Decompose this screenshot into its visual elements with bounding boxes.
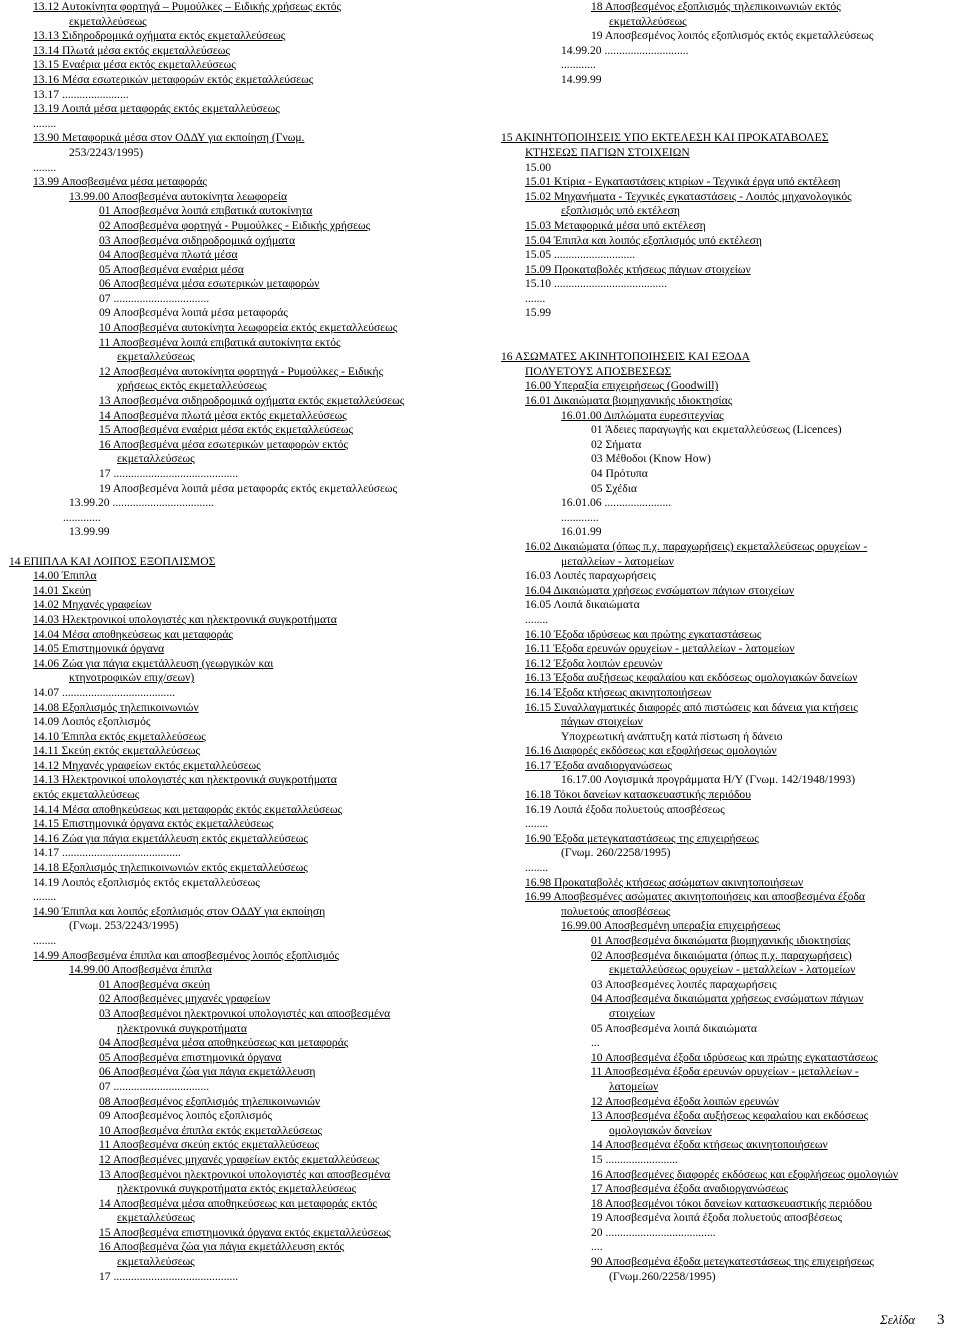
account-line: 16.14 Έξοδα κτήσεως ακινητοποιήσεων bbox=[525, 685, 712, 699]
account-line: ........ bbox=[525, 861, 549, 875]
account-line: 03 Αποσβεσμένοι ηλεκτρονικοί υπολογιστές και αποσβεσμένα bbox=[99, 1006, 391, 1020]
account-line: στοιχείων bbox=[609, 1006, 655, 1020]
account-line: 16.10 Έξοδα ιδρύσεως και πρώτης εγκαταστάσεως bbox=[525, 627, 762, 641]
account-line: 12 Αποσβεσμένες μηχανές γραφείων εκτός εκμεταλλεύσεως bbox=[99, 1152, 380, 1166]
account-line: 04 Αποσβεσμένα δικαιώματα χρήσεως ενσώματων πάγιων bbox=[591, 992, 864, 1006]
account-line: εκμεταλλεύσεως bbox=[117, 350, 195, 364]
account-line: 14 Αποσβεσμένα έξοδα κτήσεως ακινητοποιήσεων bbox=[591, 1138, 828, 1152]
account-line: 16 Αποσβεσμένα μέσα εσωτερικών μεταφορών εκτός bbox=[99, 437, 349, 451]
left-column bbox=[9, 0, 453, 1284]
account-line: 14 Αποσβεσμένα μέσα αποθηκεύσεως και μεταφοράς εκτός bbox=[99, 1196, 378, 1210]
account-line: εκτός εκμεταλλεύσεως bbox=[33, 788, 140, 802]
account-line: 15.03 Μεταφορικά μέσα υπό εκτέλεση bbox=[525, 218, 706, 232]
account-line: 13 Αποσβεσμένα έξοδα αυξήσεως κεφαλαίου και εκδόσεως bbox=[591, 1109, 869, 1123]
account-line: 15 Αποσβεσμένα επιστημονικά όργανα εκτός εκμεταλλεύσεως bbox=[99, 1225, 391, 1239]
account-line: 12 Αποσβεσμένα αυτοκίνητα φορτηγά - Ρυμούλκες - Ειδικής bbox=[99, 364, 384, 378]
account-line: 16.15 Συναλλαγματικές διαφορές από πιστώσεις και δάνεια για κτήσεις bbox=[525, 700, 858, 714]
account-line: 16.13 Έξοδα αυξήσεως κεφαλαίου και εκδόσεως ομολογιακών δανείων bbox=[525, 671, 858, 685]
account-line: ........ bbox=[33, 160, 57, 174]
account-line: 16 Αποσβεσμένα ζώα για πάγια εκμετάλλευση εκτός bbox=[99, 1240, 345, 1254]
account-line: 14.04 Μέσα αποθηκεύσεως και μεταφοράς bbox=[33, 627, 234, 641]
account-line: 16 Αποσβεσμένες διαφορές εκδόσεως και εξοφλήσεως ομολογιών bbox=[591, 1167, 899, 1181]
account-line: ... bbox=[591, 1036, 600, 1050]
account-line: 15.02 Μηχανήματα - Τεχνικές εγκαταστάσεις - Λοιπός μηχανολογικός bbox=[525, 189, 852, 203]
account-line bbox=[525, 336, 945, 351]
account-line: 14.12 Μηχανές γραφείων εκτός εκμεταλλεύσεως bbox=[33, 758, 261, 772]
account-line: 16.04 Δικαιώματα χρήσεως ενσώματων πάγιων στοιχείων bbox=[525, 583, 795, 597]
account-line: 01 Άδειες παραγωγής και εκμεταλλεύσεως (Licences) bbox=[591, 423, 842, 437]
account-line: 14.90 Έπιπλα και λοιπός εξοπλισμός στον ΟΔΔΥ για εκποίηση bbox=[33, 904, 326, 918]
account-line: 13.99.20 ................................... bbox=[69, 496, 214, 510]
page-label: Σελίδα bbox=[880, 1312, 915, 1327]
account-line: 01 Αποσβεσμένα λοιπά επιβατικά αυτοκίνητα bbox=[99, 204, 313, 218]
account-line: πάγιων στοιχείων bbox=[561, 715, 643, 729]
account-line: 06 Αποσβεσμένα ζώα για πάγια εκμετάλλευση bbox=[99, 1065, 316, 1079]
account-line: 14.02 Μηχανές γραφείων bbox=[33, 598, 152, 612]
account-line: εκμεταλλεύσεως bbox=[117, 452, 195, 466]
account-line: ............ bbox=[561, 58, 596, 72]
account-line: κτηνοτροφικών επιχ/σεων) bbox=[69, 671, 195, 685]
account-line: 19 Αποσβεσμένα λοιπά έξοδα πολυετούς αποσβέσεως bbox=[591, 1211, 843, 1225]
account-line: 14.09 Λοιπός εξοπλισμός bbox=[33, 715, 151, 729]
account-line: εκμεταλλεύσεως bbox=[117, 1211, 195, 1225]
account-line: ............. bbox=[561, 510, 599, 524]
account-line: 14.01 Σκεύη bbox=[33, 583, 92, 597]
account-line: 03 Αποσβεσμένες λοιπές παραχωρήσεις bbox=[591, 977, 777, 991]
account-line: 16.01.06 ....................... bbox=[561, 496, 672, 510]
account-line: 18 Αποσβεσμένοι τόκοι δανείων κατασκευαστικής περιόδου bbox=[591, 1196, 872, 1210]
account-line: ΠΟΛΥΕΤΟΥΣ ΑΠΟΣΒΕΣΕΩΣ bbox=[525, 364, 672, 378]
account-line: ομολογιακών δανείων bbox=[609, 1123, 712, 1137]
account-line: 16.98 Προκαταβολές κτήσεως ασώματων ακινητοποιήσεων bbox=[525, 875, 804, 889]
account-line: 14.15 Επιστημονικά όργανα εκτός εκμεταλλεύσεως bbox=[33, 817, 274, 831]
account-line: 17 ........................................... bbox=[99, 467, 239, 480]
account-line: ........ bbox=[525, 817, 549, 831]
account-line: 16.16 Διαφορές εκδόσεως και εξοφλήσεως ομολογιών bbox=[525, 744, 777, 758]
page-number: 3 bbox=[936, 1312, 945, 1328]
account-line: 13 Αποσβεσμένα σιδηροδρομικά οχήματα εκτός εκμεταλλεύσεως bbox=[99, 394, 405, 408]
account-line bbox=[525, 102, 945, 117]
account-line: ........ bbox=[525, 612, 549, 626]
account-line: 14.11 Σκεύη εκτός εκμεταλλεύσεως bbox=[33, 744, 201, 758]
account-line: 14.05 Επιστημονικά όργανα bbox=[33, 642, 165, 656]
account-line: 253/2243/1995) bbox=[69, 145, 144, 159]
account-line: 16.11 Έξοδα ερευνών ορυχείων - μεταλλείων - λατομείων bbox=[525, 642, 795, 656]
account-line: 01 Αποσβεσμένα σκεύη bbox=[99, 977, 211, 991]
account-line: 15.99 bbox=[525, 306, 552, 320]
account-line: 14 Αποσβεσμένα πλωτά μέσα εκτός εκμεταλλεύσεως bbox=[99, 408, 347, 422]
account-line: 13.19 Λοιπά μέσα μεταφοράς εκτός εκμεταλλεύσεως bbox=[33, 102, 280, 116]
account-line: 16.05 Λοιπά δικαιώματα bbox=[525, 598, 640, 612]
account-line: 17 Αποσβεσμένα έξοδα αναδιοργανώσεως bbox=[591, 1182, 789, 1196]
account-line: 15 ΑΚΙΝΗΤΟΠΟΙΗΣΕΙΣ ΥΠΟ ΕΚΤΕΛΕΣΗ ΚΑΙ ΠΡΟΚΑΤΑΒΟΛΕΣ bbox=[501, 131, 829, 145]
account-line: 14.18 Εξοπλισμός τηλεπικοινωνιών εκτός εκμεταλλεύσεως bbox=[33, 861, 308, 875]
account-line: εξοπλισμός υπό εκτέλεση bbox=[561, 204, 680, 218]
account-line: 14.19 Λοιπός εξοπλισμός εκτός εκμεταλλεύσεως bbox=[33, 875, 260, 889]
account-line: 02 Σήματα bbox=[591, 437, 642, 451]
account-line: 13.16 Μέσα εσωτερικών μεταφορών εκτός εκμεταλλεύσεως bbox=[33, 72, 314, 86]
account-line: 02 Αποσβεσμένα δικαιώματα (όπως π.χ. παραχωρήσεις) bbox=[591, 948, 852, 962]
account-line: 05 Σχέδια bbox=[591, 481, 637, 495]
account-line: ........ bbox=[33, 934, 57, 947]
account-line: .... bbox=[591, 1240, 603, 1254]
account-line: 14.99.99 bbox=[561, 72, 602, 86]
account-line: εκμεταλλεύσεως bbox=[69, 14, 147, 28]
account-line: 02 Αποσβεσμένα φορτηγά - Ρυμούλκες - Ειδικής χρήσεως bbox=[99, 218, 371, 232]
account-line: 15.04 Έπιπλα και λοιπός εξοπλισμός υπό εκτέλεση bbox=[525, 233, 762, 247]
account-line: 05 Αποσβεσμένα λοιπά δικαιώματα bbox=[591, 1021, 757, 1035]
account-line: 09 Αποσβεσμένος λοιπός εξοπλισμός bbox=[99, 1109, 273, 1123]
account-line: 14.10 Έπιπλα εκτός εκμεταλλεύσεως bbox=[33, 729, 206, 743]
account-line: 13 Αποσβεσμένοι ηλεκτρονικοί υπολογιστές και αποσβεσμένα bbox=[99, 1167, 391, 1181]
account-line: 02 Αποσβεσμένες μηχανές γραφείων bbox=[99, 992, 271, 1006]
account-line: 08 Αποσβεσμένος εξοπλισμός τηλεπικοινωνιών bbox=[99, 1094, 321, 1108]
account-line: ............. bbox=[63, 510, 101, 524]
account-line: ........ bbox=[33, 116, 57, 130]
account-line: εκμεταλλεύσεως bbox=[117, 1255, 195, 1269]
account-line: 13.12 Αυτοκίνητα φορτηγά – Ρυμούλκες – Ειδικής χρήσεως εκτός bbox=[33, 0, 342, 13]
account-line bbox=[525, 321, 945, 336]
account-line: 11 Αποσβεσμένα έξοδα ερευνών ορυχείων - μεταλλείων - bbox=[591, 1065, 859, 1079]
account-line: 10 Αποσβεσμένα έξοδα ιδρύσεως και πρώτης εγκαταστάσεως bbox=[591, 1050, 878, 1064]
account-line: 16.19 Λοιπά έξοδα πολυετούς αποσβέσεως bbox=[525, 802, 725, 816]
account-line: 20 ...................................... bbox=[591, 1225, 716, 1239]
account-line bbox=[525, 117, 945, 132]
account-line: 04 Αποσβεσμένα μέσα αποθηκεύσεως και μεταφοράς bbox=[99, 1036, 349, 1050]
account-line: 16.17.00 Λογισμικά προγράμματα Η/Υ (Γνωμ. 142/1948/1993) bbox=[561, 773, 856, 787]
account-line: 19 Αποσβεσμένος λοιπός εξοπλισμός εκτός εκμεταλλεύσεως bbox=[591, 29, 874, 43]
account-line: 14.07 ....................................... bbox=[33, 685, 176, 699]
account-line: 14.00 Έπιπλα bbox=[33, 569, 97, 583]
account-line: 15 ......................... bbox=[591, 1152, 678, 1166]
account-line: 18 Αποσβεσμένος εξοπλισμός τηλεπικοινωνιών εκτός bbox=[591, 0, 841, 13]
account-line: 10 Αποσβεσμένα έπιπλα εκτός εκμεταλλεύσεως bbox=[99, 1123, 323, 1137]
account-line: 16.12 Έξοδα λοιπών ερευνών bbox=[525, 656, 663, 670]
account-line: 14.03 Ηλεκτρονικοί υπολογιστές και ηλεκτρονικά συγκροτήματα bbox=[33, 612, 337, 626]
account-line: 16.00 Υπεραξία επιχειρήσεως (Goodwill) bbox=[525, 379, 719, 393]
account-line: 16.18 Τόκοι δανείων κατασκευαστικής περιόδου bbox=[525, 788, 751, 802]
account-line: 16.01.00 Διπλώματα ευρεσιτεχνίας bbox=[561, 408, 724, 422]
account-line: 16.01 Δικαιώματα βιομηχανικής ιδιοκτησίας bbox=[525, 394, 733, 408]
account-line: 16.99 Αποσβεσμένες ασώματες ακινητοποιήσεις και αποσβεσμένα έξοδα bbox=[525, 890, 865, 904]
account-line: 16.01.99 bbox=[561, 525, 602, 539]
account-line: (Γνωμ. 260/2258/1995) bbox=[561, 846, 671, 860]
account-line: χρήσεως εκτός εκμεταλλεύσεως bbox=[117, 379, 267, 393]
account-line: 16.90 Έξοδα μετεγκαταστάσεως της επιχειρήσεως bbox=[525, 831, 759, 845]
account-line: μεταλλείων - λατομείων bbox=[561, 554, 674, 568]
account-line: 15.09 Προκαταβολές κτήσεως πάγιων στοιχείων bbox=[525, 262, 751, 276]
account-line: 13.99.99 bbox=[69, 525, 110, 539]
account-line: 15 Αποσβεσμένα εναέρια μέσα εκτός εκμεταλλεύσεως bbox=[99, 423, 354, 437]
account-line: 16 ΑΣΩΜΑΤΕΣ ΑΚΙΝΗΤΟΠΟΙΗΣΕΙΣ ΚΑΙ ΕΞΟΔΑ bbox=[501, 350, 751, 364]
account-line: 13.14 Πλωτά μέσα εκτός εκμεταλλεύσεως bbox=[33, 43, 230, 57]
account-line: ........ bbox=[33, 890, 57, 904]
account-line: 16.17 Έξοδα αναδιοργανώσεως bbox=[525, 758, 672, 772]
account-line: (Γνωμ. 253/2243/1995) bbox=[69, 919, 179, 933]
account-line: 11 Αποσβεσμένα λοιπά επιβατικά αυτοκίνητα εκτός bbox=[99, 335, 341, 349]
account-line: 19 Αποσβεσμένα λοιπά μέσα μεταφοράς εκτός εκμεταλλεύσεως bbox=[99, 481, 398, 495]
account-line: 16.03 Λοιπές παραχωρήσεις bbox=[525, 569, 656, 583]
account-line: 09 Αποσβεσμένα λοιπά μέσα μεταφοράς bbox=[99, 306, 288, 320]
account-line bbox=[525, 88, 945, 103]
account-line: 14.08 Εξοπλισμός τηλεπικοινωνιών bbox=[33, 700, 199, 714]
account-line: 14.99.20 ............................. bbox=[561, 43, 689, 57]
account-line: 15.00 bbox=[525, 160, 552, 174]
right-column bbox=[501, 0, 945, 1284]
account-line: 14.99 Αποσβεσμένα έπιπλα και αποσβεσμένος λοιπός εξοπλισμός bbox=[33, 948, 340, 962]
account-line: 05 Αποσβεσμένα επιστημονικά όργανα bbox=[99, 1050, 282, 1064]
account-line: εκμεταλλεύσεως bbox=[609, 14, 687, 28]
page-footer bbox=[880, 1312, 950, 1332]
account-line: 12 Αποσβεσμένα έξοδα λοιπών ερευνών bbox=[591, 1094, 779, 1108]
account-line: 13.90 Μεταφορικά μέσα στον ΟΔΔΥ για εκποίηση (Γνωμ. bbox=[33, 131, 305, 145]
account-line: 14.06 Ζώα για πάγια εκμετάλλευση (γεωργικών και bbox=[33, 656, 274, 670]
account-line: 15.01 Κτίρια - Εγκαταστάσεις κτιρίων - Τεχνικά έργα υπό εκτέλεση bbox=[525, 175, 841, 189]
account-line: 06 Αποσβεσμένα μέσα εσωτερικών μεταφορών bbox=[99, 277, 320, 291]
account-line: 16.99.00 Αποσβεσμένη υπεραξία επιχειρήσεως bbox=[561, 919, 781, 933]
account-line: 13.17 ....................... bbox=[33, 87, 129, 101]
account-line: 14 ΕΠΙΠΛΑ ΚΑΙ ΛΟΙΠΟΣ ΕΞΟΠΛΙΣΜΟΣ bbox=[9, 554, 216, 568]
account-line: 03 Αποσβεσμένα σιδηροδρομικά οχήματα bbox=[99, 233, 296, 247]
account-line: 13.13 Σιδηροδρομικά οχήματα εκτός εκμεταλλεύσεως bbox=[33, 29, 286, 43]
account-line: 15.10 ....................................... bbox=[525, 277, 668, 291]
account-line: λατομείων bbox=[609, 1079, 659, 1093]
account-line: 90 Αποσβεσμένα έξοδα μετεγκατεστάσεως της επιχειρήσεως bbox=[591, 1255, 874, 1269]
account-line: 13.99.00 Αποσβεσμένα αυτοκίνητα λεωφορεία bbox=[69, 189, 288, 203]
account-line: 13.15 Εναέρια μέσα εκτός εκμεταλλεύσεως bbox=[33, 58, 236, 72]
account-line: εκμεταλλεύσεως ορυχείων - μεταλλείων - λατομείων bbox=[609, 963, 856, 977]
account-line: 07 ................................. bbox=[99, 1079, 210, 1093]
account-line: 16.02 Δικαιώματα (όπως π.χ. παραχωρήσεις) εκμεταλλεύσεως ορυχείων - bbox=[525, 539, 868, 553]
account-line: ηλεκτρονικά συγκροτήματα bbox=[117, 1021, 247, 1035]
account-line: ηλεκτρονικά συγκροτήματα εκτός εκμεταλλεύσεως bbox=[117, 1182, 357, 1196]
account-line: 11 Αποσβεσμένα σκεύη εκτός εκμεταλλεύσεως bbox=[99, 1138, 320, 1152]
account-line: 17 ........................................... bbox=[99, 1269, 239, 1283]
account-line: 04 Πρότυπα bbox=[591, 467, 648, 480]
account-line: (Γνωμ.260/2258/1995) bbox=[609, 1269, 716, 1283]
account-line: 03 Μέθοδοι (Know How) bbox=[591, 452, 711, 466]
account-line: πολυετούς αποσβέσεως bbox=[561, 904, 671, 918]
account-line: 07 ................................. bbox=[99, 291, 210, 305]
account-line: 14.17 ......................................... bbox=[33, 846, 181, 860]
account-line: ....... bbox=[525, 291, 546, 305]
account-line: 05 Αποσβεσμένα εναέρια μέσα bbox=[99, 262, 244, 276]
account-line: 14.16 Ζώα για πάγια εκμετάλλευση εκτός εκμεταλλεύσεως bbox=[33, 831, 308, 845]
account-line: 15.05 ............................ bbox=[525, 248, 636, 262]
account-line: 04 Αποσβεσμένα πλωτά μέσα bbox=[99, 248, 238, 262]
account-line: 10 Αποσβεσμένα αυτοκίνητα λεωφορεία εκτός εκμεταλλεύσεως bbox=[99, 321, 398, 335]
account-line bbox=[33, 540, 453, 555]
account-line: ΚΤΗΣΕΩΣ ΠΑΓΙΩΝ ΣΤΟΙΧΕΙΩΝ bbox=[525, 145, 690, 159]
account-line: 14.13 Ηλεκτρονικοί υπολογιστές και ηλεκτρονικά συγκροτήματα bbox=[33, 773, 337, 787]
account-line: 14.14 Μέσα αποθηκεύσεως και μεταφοράς εκτός εκμεταλλεύσεως bbox=[33, 802, 343, 816]
account-line: 01 Αποσβεσμένα δικαιώματα βιομηχανικής ιδιοκτησίας bbox=[591, 934, 851, 947]
account-line: Υποχρεωτική ανάπτυξη κατά πίστωση ή δάνειο bbox=[561, 729, 783, 743]
account-line: 13.99 Αποσβεσμένα μέσα μεταφοράς bbox=[33, 175, 207, 189]
account-line: 14.99.00 Αποσβεσμένα έπιπλα bbox=[69, 963, 212, 977]
